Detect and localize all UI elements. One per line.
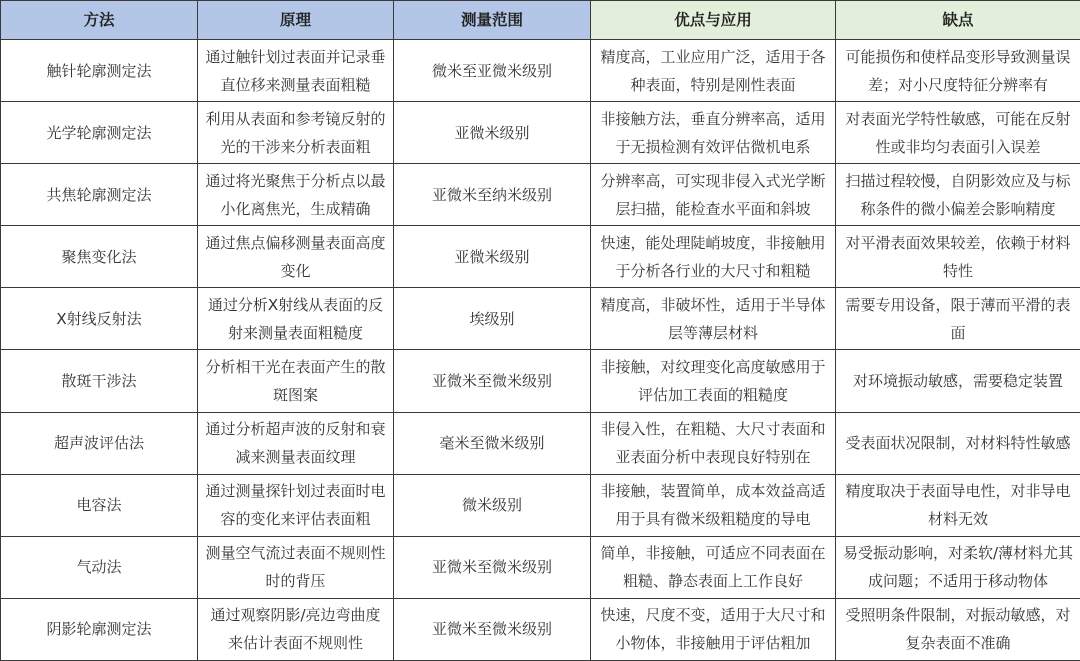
header-range: 测量范围: [394, 1, 591, 40]
table-row: [1, 412, 1080, 474]
cell-cons-text: 精度取决于表面导电性，对非导电材料无效: [845, 482, 1071, 529]
header-principle: 原理: [198, 1, 394, 40]
cell-principle: [198, 412, 394, 474]
cell-range: 毫米至微米级别: [394, 412, 591, 474]
cell-range: 微米至亚微米级别: [394, 40, 591, 102]
cell-cons: [836, 164, 1080, 226]
cell-method: 气动法: [1, 536, 198, 598]
cell-range: 微米级别: [394, 474, 591, 536]
cell-pros-text: 快速，能处理陡峭坡度，非接触用于分析各行业的大尺寸和粗糙: [600, 233, 826, 280]
cell-cons-text: 扫描过程较慢，自阴影效应及与标称条件的微小偏差会影响精度: [845, 171, 1071, 218]
cell-cons: [836, 288, 1080, 350]
cell-pros-text: 精度高，非破坏性，适用于半导体层等薄层材料: [600, 295, 826, 342]
cell-principle: [198, 350, 394, 412]
cell-cons: [836, 226, 1080, 288]
cell-principle-text: 利用从表面和参考镜反射的光的干涉来分析表面粗: [205, 109, 386, 156]
table-row: [1, 598, 1080, 660]
table-row: [1, 102, 1080, 164]
cell-pros-text: 简单，非接触，可适应不同表面在粗糙、静态表面上工作良好: [600, 544, 826, 591]
cell-cons: [836, 412, 1080, 474]
table-body: [1, 40, 1080, 661]
cell-range: 亚微米至微米级别: [394, 350, 591, 412]
cell-cons-text: 对平滑表面效果较差，依赖于材料特性: [845, 233, 1071, 280]
cell-cons: [836, 40, 1080, 102]
table-row: [1, 40, 1080, 102]
cell-pros-text: 分辨率高，可实现非侵入式光学断层扫描，能检查水平面和斜坡: [600, 171, 826, 218]
cell-principle-text: 通过分析超声波的反射和衰减来测量表面纹理: [205, 420, 386, 467]
cell-method: X射线反射法: [1, 288, 198, 350]
cell-pros: [591, 102, 836, 164]
cell-pros: [591, 226, 836, 288]
cell-method: 散斑干涉法: [1, 350, 198, 412]
cell-cons: [836, 474, 1080, 536]
cell-method: 聚焦变化法: [1, 226, 198, 288]
cell-principle: [198, 474, 394, 536]
cell-cons-text: 需要专用设备，限于薄而平滑的表面: [845, 295, 1071, 342]
cell-principle: [198, 226, 394, 288]
cell-principle: [198, 536, 394, 598]
cell-principle: [198, 598, 394, 660]
cell-principle-text: 分析相干光在表面产生的散斑图案: [205, 358, 386, 405]
cell-principle-text: 测量空气流过表面不规则性时的背压: [205, 544, 386, 591]
cell-range: 亚微米至微米级别: [394, 536, 591, 598]
cell-range: 亚微米级别: [394, 102, 591, 164]
cell-principle-text: 通过分析X射线从表面的反射来测量表面粗糙度: [207, 295, 384, 342]
cell-cons-text: 受表面状况限制，对材料特性敏感: [845, 434, 1071, 453]
cell-principle: [198, 102, 394, 164]
cell-method: 光学轮廓测定法: [1, 102, 198, 164]
cell-principle: [198, 40, 394, 102]
cell-pros: [591, 536, 836, 598]
cell-cons-text: 易受振动影响，对柔软/薄材料尤其成问题；不适用于移动物体: [842, 544, 1074, 591]
header-row: [1, 1, 1080, 40]
header-cons: 缺点: [836, 1, 1080, 40]
cell-cons: [836, 598, 1080, 660]
table-row: [1, 288, 1080, 350]
cell-method: 阴影轮廓测定法: [1, 598, 198, 660]
cell-pros: [591, 40, 836, 102]
cell-principle-text: 通过焦点偏移测量表面高度变化: [205, 233, 386, 280]
cell-method: 触针轮廓测定法: [1, 40, 198, 102]
cell-cons-text: 对环境振动敏感，需要稳定装置: [852, 372, 1063, 391]
cell-pros: [591, 288, 836, 350]
header-pros: 优点与应用: [591, 1, 836, 40]
cell-pros: [591, 598, 836, 660]
cell-pros: [591, 474, 836, 536]
cell-cons-text: 对表面光学特性敏感，可能在反射性或非均匀表面引入误差: [845, 109, 1071, 156]
cell-cons: [836, 350, 1080, 412]
table-row: [1, 474, 1080, 536]
cell-range: 亚微米至纳米级别: [394, 164, 591, 226]
cell-method: 电容法: [1, 474, 198, 536]
cell-principle: [198, 164, 394, 226]
cell-method: 共焦轮廓测定法: [1, 164, 198, 226]
cell-cons-text: 可能损伤和使样品变形导致测量误差；对小尺度特征分辨率有: [845, 47, 1071, 94]
cell-method: 超声波评估法: [1, 412, 198, 474]
cell-cons-text: 受照明条件限制，对振动敏感，对复杂表面不准确: [845, 606, 1071, 653]
table-row: [1, 350, 1080, 412]
cell-pros-text: 精度高，工业应用广泛，适用于各种表面，特别是刚性表面: [600, 47, 826, 94]
cell-principle-text: 通过观察阴影/亮边弯曲度来估计表面不规则性: [210, 606, 381, 653]
cell-principle: [198, 288, 394, 350]
cell-pros-text: 快速，尺度不变，适用于大尺寸和小物体，非接触用于评估粗加: [600, 606, 826, 653]
cell-principle-text: 通过触针划过表面并记录垂直位移来测量表面粗糙: [205, 47, 386, 94]
cell-pros: [591, 350, 836, 412]
table-header: [1, 1, 1080, 40]
table-row: [1, 226, 1080, 288]
table-row: [1, 536, 1080, 598]
cell-pros-text: 非接触方法，垂直分辨率高，适用于无损检测有效评估微机电系: [600, 109, 826, 156]
header-method: 方法: [1, 1, 198, 40]
cell-range: 埃级别: [394, 288, 591, 350]
cell-cons: [836, 102, 1080, 164]
cell-cons: [836, 536, 1080, 598]
cell-pros-text: 非接触，装置简单，成本效益高适用于具有微米级粗糙度的导电: [600, 482, 826, 529]
cell-pros: [591, 164, 836, 226]
cell-pros-text: 非接触，对纹理变化高度敏感用于评估加工表面的粗糙度: [600, 358, 826, 405]
cell-principle-text: 通过测量探针划过表面时电容的变化来评估表面粗: [205, 482, 386, 529]
cell-range: 亚微米级别: [394, 226, 591, 288]
table-row: [1, 164, 1080, 226]
cell-principle-text: 通过将光聚焦于分析点以最小化离焦光，生成精确: [205, 171, 386, 218]
cell-pros: [591, 412, 836, 474]
cell-pros-text: 非侵入性，在粗糙、大尺寸表面和亚表面分析中表现良好特别在: [600, 420, 826, 467]
cell-range: 亚微米至微米级别: [394, 598, 591, 660]
